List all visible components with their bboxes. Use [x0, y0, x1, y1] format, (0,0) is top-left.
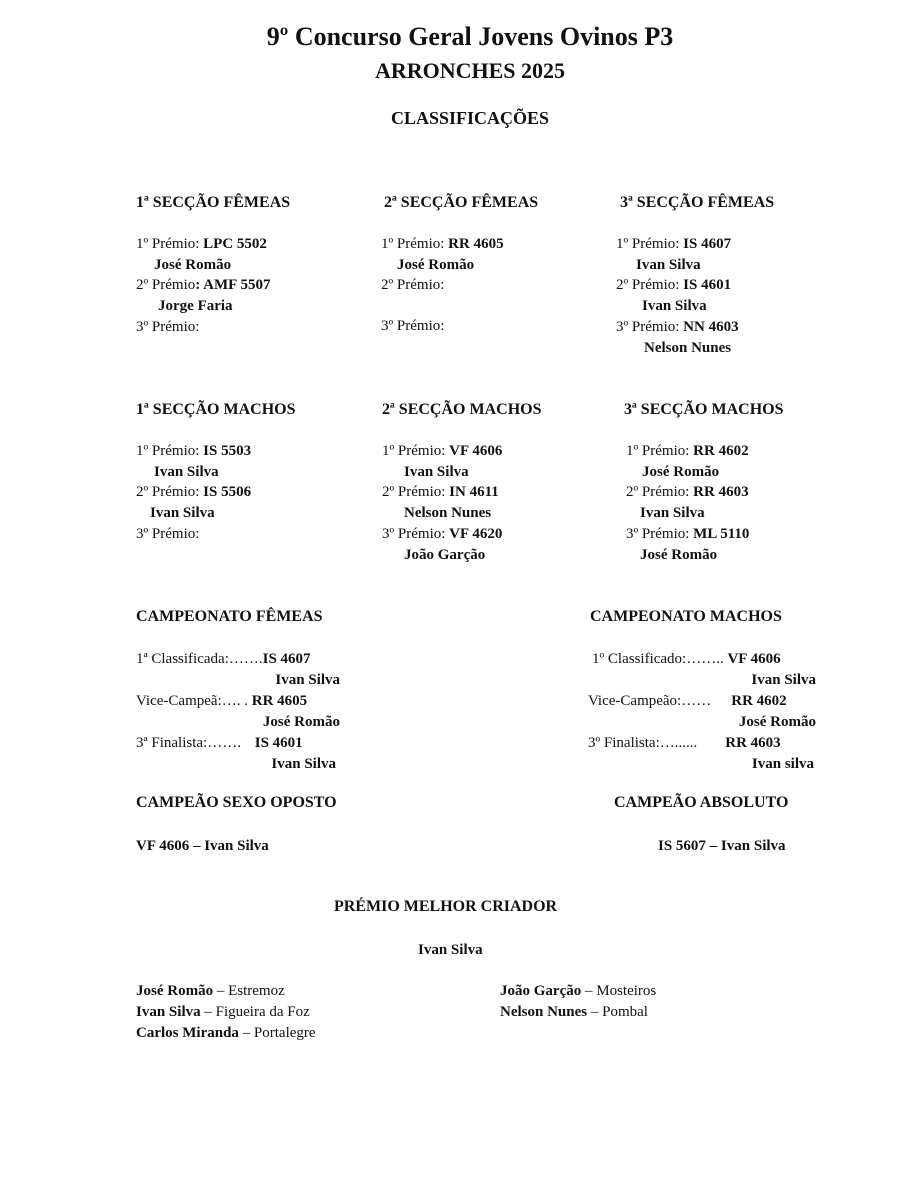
prize-label: 3º Prémio: — [626, 525, 694, 542]
prize-label: 1º Prémio: — [616, 236, 684, 252]
prize-label: 2º Prémio: — [136, 484, 204, 501]
prize-list — [626, 441, 783, 565]
animal-id: IS 4601 — [254, 735, 303, 751]
prize-label: 3º Prémio: — [381, 318, 445, 335]
prize-label: 1º Prémio: — [136, 236, 204, 252]
breeder-name: José Romão — [397, 256, 475, 273]
rank-label: 1º Classificado:…….. — [592, 651, 728, 667]
prize-list — [616, 234, 774, 358]
animal-id: RR 4605 — [448, 236, 504, 252]
championship-females-heading: CAMPEONATO FÊMEAS — [136, 608, 323, 625]
animal-id: ML 5110 — [693, 525, 750, 542]
animal-id: RR 4603 — [693, 484, 749, 501]
breeder-name: João Garção — [500, 983, 582, 999]
animal-id: NN 4603 — [683, 318, 739, 335]
breeder-place: – Pombal — [587, 1004, 648, 1020]
prize-label: 3º Prémio: — [136, 318, 200, 335]
animal-id: VF 4606 — [727, 651, 781, 667]
animal-id: VF 4606 — [449, 443, 503, 459]
breeder-entry — [136, 1023, 316, 1044]
section-heading: 1ª SECÇÃO MACHOS — [136, 401, 296, 418]
animal-id: : AMF 5507 — [195, 277, 271, 294]
breeder-name: Carlos Miranda — [136, 1025, 239, 1041]
breeder-name: José Romão — [642, 463, 720, 480]
absolute-champion-heading: CAMPEÃO ABSOLUTO — [614, 794, 789, 811]
breeder-name: José Romão — [738, 714, 816, 730]
section-heading: 2ª SECÇÃO MACHOS — [382, 401, 542, 418]
opposite-sex-value: VF 4606 – Ivan Silva — [136, 838, 269, 854]
breeder-name: Ivan Silva — [136, 1004, 201, 1020]
breeder-name: José Romão — [262, 714, 340, 730]
prize-label: 2º Prémio: — [381, 277, 445, 294]
breeder-name: Jorge Faria — [158, 298, 233, 315]
rank-label: Vice-Campeão:…… — [588, 693, 712, 709]
animal-id: IS 4601 — [683, 277, 732, 294]
breeder-name: José Romão — [154, 256, 232, 273]
section-heading: 3ª SECÇÃO FÊMEAS — [620, 194, 775, 211]
classifications-heading: CLASSIFICAÇÕES — [390, 108, 550, 128]
championship-males-list — [588, 649, 820, 775]
section-heading: 1ª SECÇÃO FÊMEAS — [136, 194, 291, 211]
section-females-2 — [381, 194, 539, 337]
breeder-name: Ivan Silva — [751, 672, 816, 688]
breeder-name: Ivan silva — [751, 756, 814, 772]
breeder-entry — [136, 1002, 310, 1023]
document-title: 9º Concurso Geral Jovens Ovinos P3 — [266, 22, 674, 51]
absolute-champion-value: IS 5607 – Ivan Silva — [658, 838, 786, 854]
breeder-name: Ivan Silva — [271, 756, 336, 772]
prize-label: 1º Prémio: — [626, 443, 694, 459]
breeder-place: – Mosteiros — [581, 983, 657, 999]
breeder-entry — [500, 1002, 648, 1023]
breeder-place: – Figueira da Foz — [200, 1004, 310, 1020]
section-females-3 — [616, 194, 775, 358]
championship-females-list — [136, 649, 340, 775]
breeder-name: Ivan Silva — [275, 672, 340, 688]
section-females-1 — [136, 194, 290, 338]
rank-label: 3ª Finalista:……. — [136, 735, 245, 751]
opposite-sex-heading: CAMPEÃO SEXO OPOSTO — [136, 794, 337, 811]
animal-id: IS 4607 — [262, 651, 311, 667]
best-breeder-winner: Ivan Silva — [418, 942, 483, 958]
championship-males-heading: CAMPEONATO MACHOS — [590, 608, 782, 625]
breeder-name: José Romão — [136, 983, 214, 999]
rank-label: 3º Finalista:…...... — [588, 735, 698, 751]
rank-label: Vice-Campeã:…. . — [136, 693, 252, 709]
prize-list — [136, 234, 290, 338]
breeder-name: José Romão — [640, 546, 718, 563]
breeder-place: – Estremoz — [213, 983, 285, 999]
breeder-name: Ivan Silva — [636, 256, 701, 273]
animal-id: RR 4605 — [251, 693, 308, 709]
prize-list — [136, 441, 295, 545]
breeder-name: João Garção — [404, 546, 486, 563]
animal-id: IS 4607 — [683, 236, 732, 252]
section-heading: 3ª SECÇÃO MACHOS — [624, 401, 784, 418]
section-males-3 — [624, 401, 783, 565]
animal-id: RR 4602 — [731, 693, 787, 709]
breeder-name: Nelson Nunes — [404, 505, 492, 522]
animal-id: IS 5506 — [203, 484, 252, 501]
breeder-entry — [136, 981, 285, 1002]
best-breeder-heading: PRÉMIO MELHOR CRIADOR — [334, 898, 558, 915]
prize-label: 3º Prémio: — [382, 525, 450, 542]
breeder-place: – Portalegre — [238, 1025, 316, 1041]
animal-id: RR 4603 — [725, 735, 781, 751]
breeder-name: Nelson Nunes — [500, 1004, 588, 1020]
animal-id: IS 5503 — [203, 443, 252, 459]
rank-label: 1ª Classificada:……. — [136, 651, 263, 667]
prize-label: 1º Prémio: — [136, 443, 204, 459]
breeder-name: Ivan Silva — [640, 505, 705, 522]
animal-id: LPC 5502 — [203, 236, 267, 252]
animal-id: RR 4602 — [693, 443, 749, 459]
animal-id: VF 4620 — [449, 525, 503, 542]
prize-label: 2º Prémio: — [382, 484, 450, 501]
prize-label: 2º Prémio: — [626, 484, 694, 501]
animal-id: IN 4611 — [449, 484, 499, 501]
prize-label: 3º Prémio: — [136, 525, 200, 542]
breeder-name: Ivan Silva — [404, 463, 469, 480]
breeder-name: Ivan Silva — [642, 298, 707, 315]
prize-label: 1º Prémio: — [382, 443, 450, 459]
section-heading: 2ª SECÇÃO FÊMEAS — [384, 194, 539, 211]
prize-label: 2º Prémio — [136, 277, 196, 294]
breeder-name: Ivan Silva — [154, 463, 219, 480]
section-males-1 — [136, 401, 295, 545]
prize-label: 2º Prémio: — [616, 277, 684, 294]
section-males-2 — [382, 401, 541, 565]
breeder-name: Ivan Silva — [150, 505, 215, 522]
document-subtitle: ARRONCHES 2025 — [374, 58, 566, 83]
prize-label: 3º Prémio: — [616, 318, 684, 335]
breeder-entry — [500, 981, 656, 1002]
prize-list — [381, 234, 538, 337]
prize-list — [382, 441, 541, 565]
breeder-name: Nelson Nunes — [644, 339, 732, 356]
prize-label: 1º Prémio: — [381, 236, 449, 252]
